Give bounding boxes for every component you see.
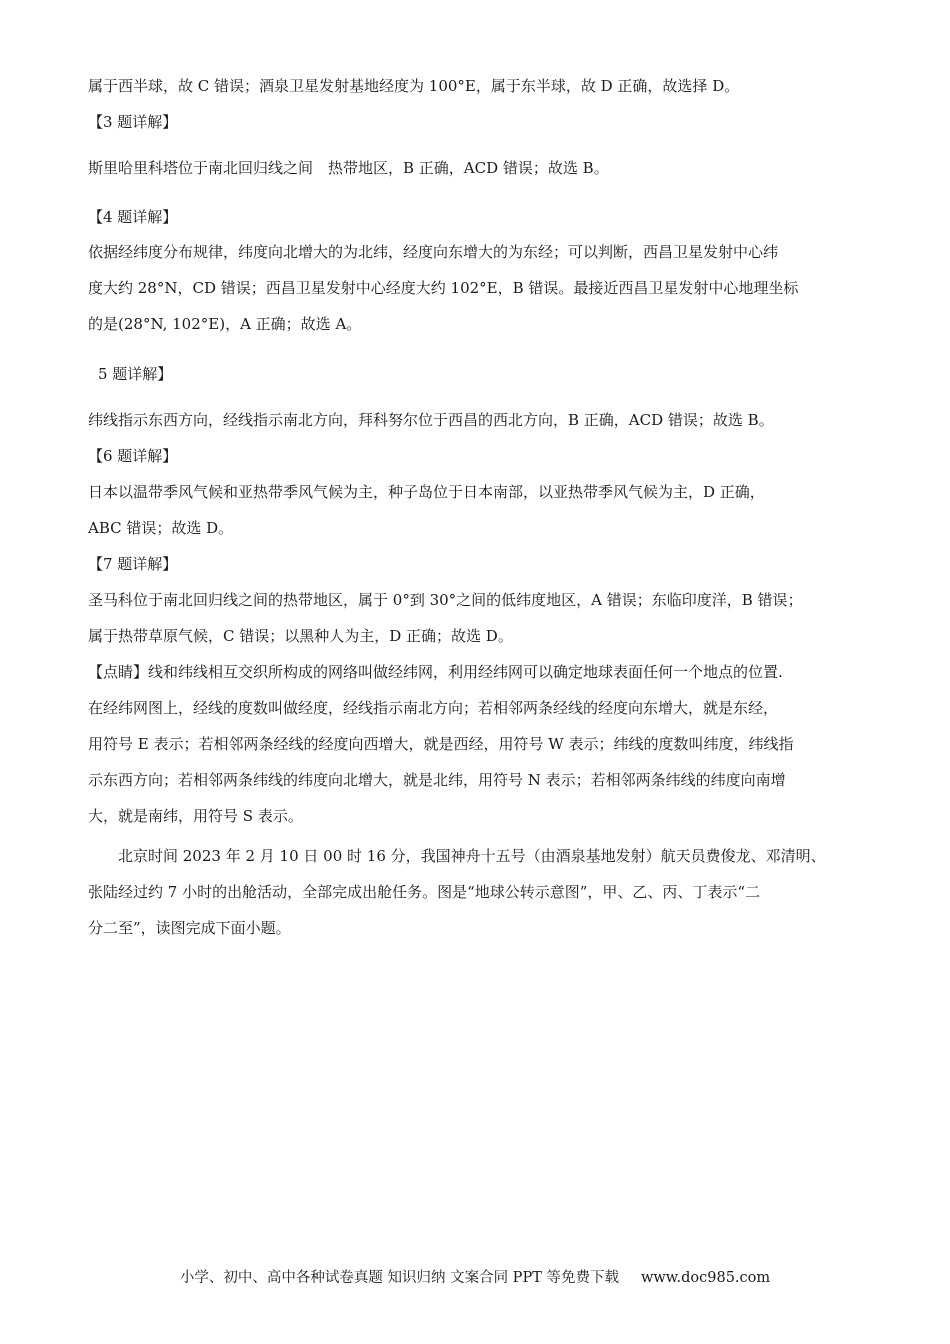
text-line: 纬线指示东西方向，经线指示南北方向，拜科努尔位于西昌的西北方向，B 正确，ACD 错误；故选 B。 [88,411,774,429]
section-heading: 【6 题详解】 [88,447,178,465]
page-footer [0,1268,950,1288]
question-stem-line: 分二至”，读图完成下面小题。 [88,919,291,937]
text-line: ABC 错误；故选 D。 [88,519,234,537]
text-line: 属于热带草原气候，C 错误；以黑种人为主，D 正确；故选 D。 [88,627,513,645]
footer-url: www.doc985.com [640,1270,771,1286]
question-stem-line: 北京时间 2023 年 2 月 10 日 00 时 16 分，我国神舟十五号（由酒泉基地发射）航天员费俊龙、邓清明、 [118,847,826,865]
section-heading: 5 题详解】 [98,365,173,383]
text-line: 的是(28°N, 102°E)，A 正确；故选 A。 [88,315,362,333]
text-line: 在经纬网图上，经线的度数叫做经度，经线指示南北方向；若相邻两条经线的经度向东增大，就是东经， [88,699,779,717]
question-stem-line: 张陆经过约 7 小时的出舱活动，全部完成出舱任务。图是“地球公转示意图”，甲、乙、丙、丁表示“二 [88,883,761,901]
text-line: 度大约 28°N，CD 错误；西昌卫星发射中心经度大约 102°E，B 错误。最接近西昌卫星发射中心地理坐标 [88,279,799,297]
text-line: 属于西半球，故 C 错误；酒泉卫星发射基地经度为 100°E，属于东半球，故 D 正确，故选择 D。 [88,77,740,95]
section-heading: 【3 题详解】 [88,113,178,131]
text-line: 【点睛】线和纬线相互交织所构成的网络叫做经纬网，利用经纬网可以确定地球表面任何一个地点的位置. [88,663,783,681]
text-line: 示东西方向；若相邻两条纬线的纬度向北增大，就是北纬，用符号 N 表示；若相邻两条纬线的纬度向南增 [88,771,786,789]
text-line: 依据经纬度分布规律，纬度向北增大的为北纬，经度向东增大的为东经；可以判断，西昌卫星发射中心纬 [88,243,779,261]
text-line: 斯里哈里科塔位于南北回归线之间 热带地区，B 正确，ACD 错误；故选 B。 [88,159,609,177]
footer-text: 小学、初中、高中各种试卷真题 知识归纳 文案合同 PPT 等免费下载 [179,1270,619,1286]
text-line: 日本以温带季风气候和亚热带季风气候为主，种子岛位于日本南部，以亚热带季风气候为主，D 正确， [88,483,765,501]
section-heading: 【7 题详解】 [88,555,178,573]
section-heading: 【4 题详解】 [88,208,178,226]
text-line: 用符号 E 表示；若相邻两条经线的经度向西增大，就是西经，用符号 W 表示；纬线的度数叫纬度，纬线指 [88,735,794,753]
text-line: 圣马科位于南北回归线之间的热带地区，属于 0°到 30°之间的低纬度地区，A 错误；东临印度洋，B 错误； [88,591,803,609]
text-line: 大，就是南纬，用符号 S 表示。 [88,807,303,825]
